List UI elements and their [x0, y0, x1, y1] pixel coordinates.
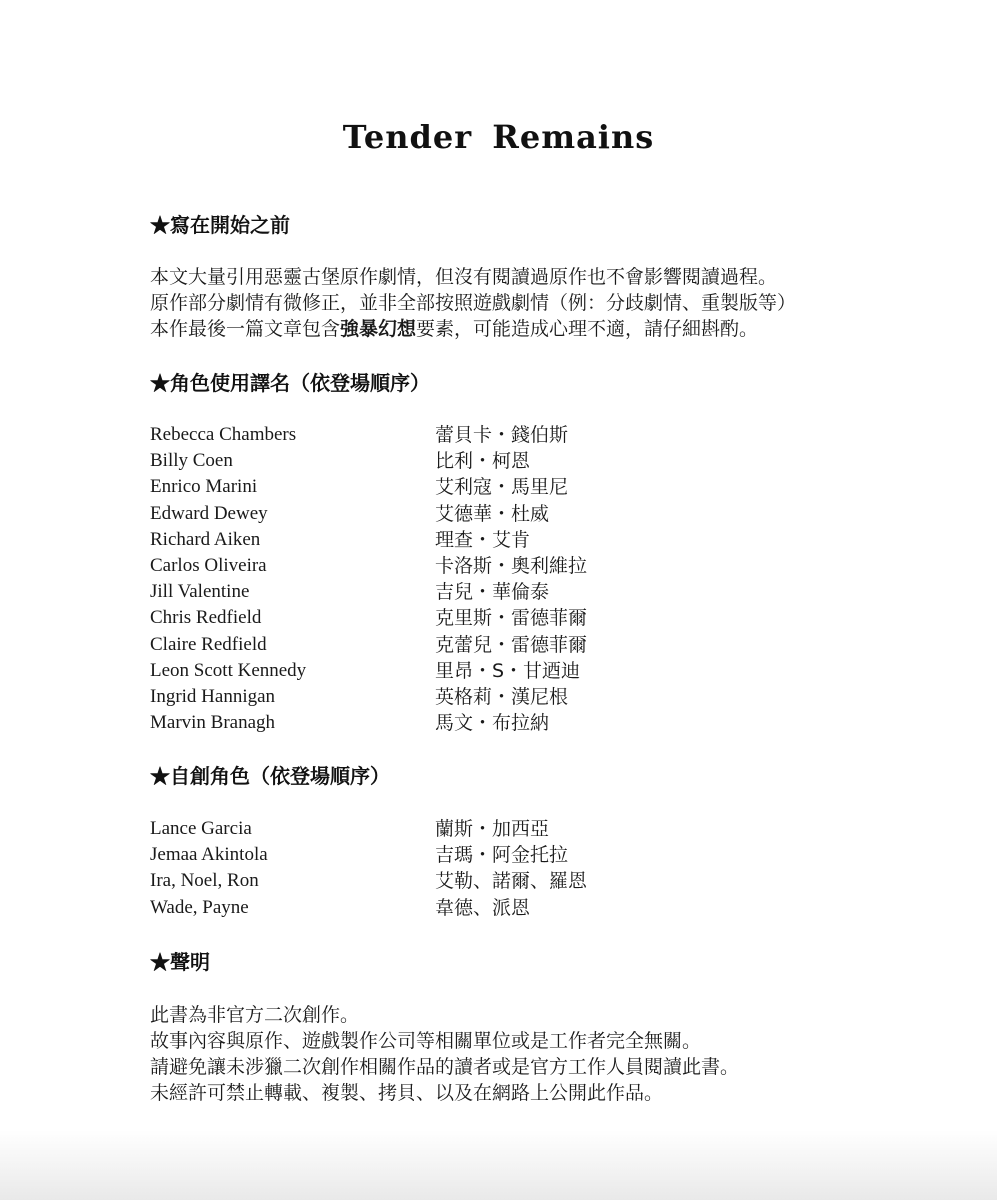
chinese-name: 理查・艾肯: [435, 528, 531, 551]
english-name: Richard Aiken: [150, 528, 261, 550]
english-name: Jemaa Akintola: [150, 844, 268, 866]
disclaimer-line: 此書為非官方二次創作。: [150, 1004, 360, 1026]
name-row: [150, 842, 710, 868]
preface-heading: ★寫在開始之前: [150, 213, 290, 237]
disclaimer-paragraph: [150, 1002, 739, 1106]
disclaimer-line: 故事內容與原作、遊戲製作公司等相關單位或是工作者完全無關。: [150, 1030, 702, 1052]
english-name: Ingrid Hannigan: [150, 685, 276, 707]
name-row: [150, 632, 710, 658]
english-name: Rebecca Chambers: [150, 424, 297, 445]
chinese-name: 艾德華・杜威: [435, 502, 550, 525]
name-row: [150, 448, 710, 474]
chinese-name: 韋德、派恩: [435, 896, 531, 919]
name-row: [150, 579, 710, 605]
name-row: [150, 895, 710, 921]
english-name: Wade, Payne: [150, 896, 249, 918]
document-title: Tender Remains: [342, 118, 655, 156]
english-name: Leon Scott Kennedy: [150, 659, 307, 681]
english-name: Carlos Oliveira: [150, 554, 267, 576]
preface-text: 要素，可能造成心理不適，請仔細斟酌。: [416, 318, 759, 340]
character-name-list: [150, 422, 710, 736]
name-row: [150, 605, 710, 631]
preface-line: 原作部分劇情有微修正，並非全部按照遊戲劇情（例：分歧劇情、重製版等）: [150, 292, 797, 314]
chinese-name: 吉兒・華倫泰: [435, 581, 550, 604]
english-name: Marvin Branagh: [150, 712, 276, 734]
english-name: Billy Coen: [150, 450, 233, 472]
name-row: [150, 684, 710, 710]
name-row: [150, 816, 710, 842]
chinese-name: 蕾貝卡・錢伯斯: [435, 424, 569, 446]
preface-line: [150, 316, 796, 342]
chinese-name: 馬文・布拉納: [435, 712, 550, 735]
english-name: Ira, Noel, Ron: [150, 870, 259, 892]
name-row: [150, 868, 710, 894]
chinese-name: 克里斯・雷德菲爾: [435, 607, 588, 630]
english-name: Edward Dewey: [150, 502, 268, 524]
name-row: [150, 501, 710, 527]
english-name: Claire Redfield: [150, 633, 267, 655]
name-row: [150, 527, 710, 553]
english-name: Enrico Marini: [150, 476, 258, 498]
chinese-name: 艾利寇・馬里尼: [435, 476, 569, 499]
chinese-name: 比利・柯恩: [435, 450, 531, 473]
name-row: [150, 710, 710, 736]
disclaimer-heading: ★聲明: [150, 950, 210, 974]
disclaimer-line: 未經許可禁止轉載、複製、拷貝、以及在網路上公開此作品。: [150, 1082, 664, 1104]
disclaimer-line: 請避免讓未涉獵二次創作相關作品的讀者或是官方工作人員閱讀此書。: [150, 1056, 740, 1078]
chinese-name: 英格莉・漢尼根: [435, 685, 569, 708]
content-warning-text: 強暴幻想: [340, 318, 417, 340]
preface-text: 本作最後一篇文章包含: [150, 318, 341, 340]
chinese-name: 里昂・S・甘迺迪: [435, 659, 581, 682]
chinese-name: 卡洛斯・奧利維拉: [435, 554, 588, 577]
chinese-name: 吉瑪・阿金托拉: [435, 844, 569, 867]
english-name: Lance Garcia: [150, 818, 252, 839]
english-name: Jill Valentine: [150, 581, 250, 603]
name-row: [150, 658, 710, 684]
name-row: [150, 422, 710, 448]
chinese-name: 艾勒、諾爾、羅恩: [435, 870, 588, 893]
preface-line: 本文大量引用惡靈古堡原作劇情，但沒有閱讀過原作也不會影響閱讀過程。: [150, 266, 778, 288]
original-characters-heading: ★自創角色（依登場順序）: [150, 764, 390, 788]
name-row: [150, 474, 710, 500]
characters-heading: ★角色使用譯名（依登場順序）: [150, 371, 430, 395]
page-bottom-shadow: [0, 1130, 997, 1200]
name-row: [150, 553, 710, 579]
english-name: Chris Redfield: [150, 607, 262, 629]
chinese-name: 蘭斯・加西亞: [435, 818, 550, 840]
original-character-name-list: [150, 816, 710, 921]
preface-paragraph: [150, 264, 796, 342]
chinese-name: 克蕾兒・雷德菲爾: [435, 633, 588, 656]
